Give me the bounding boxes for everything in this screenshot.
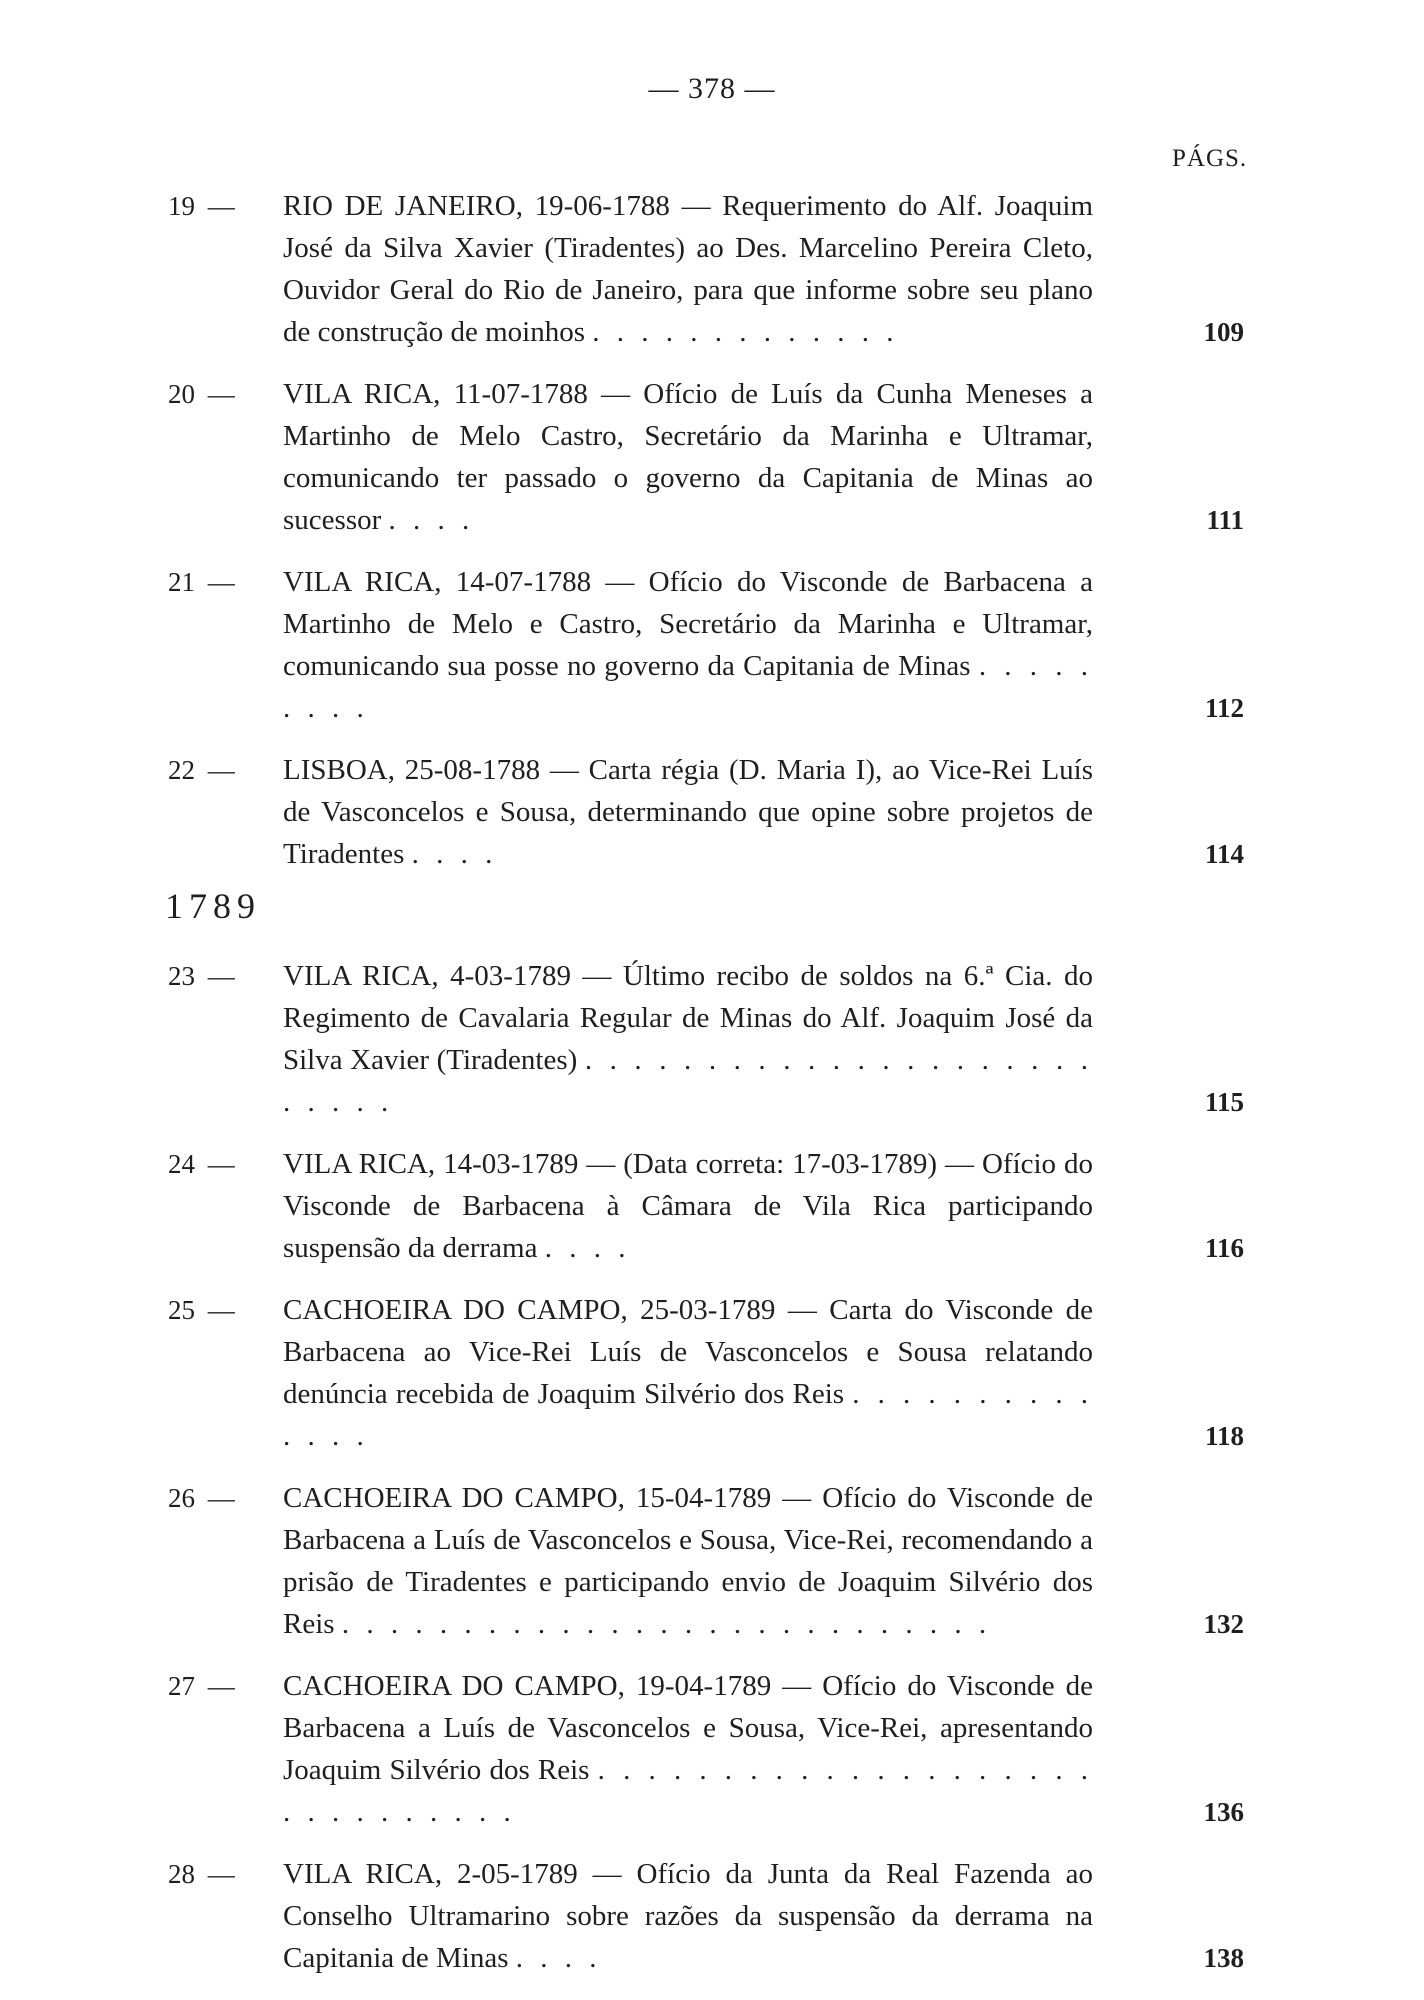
entry-number: 28 xyxy=(168,1859,195,1889)
entries-1788 xyxy=(0,185,1424,895)
index-entry: 27 — CACHOEIRA DO CAMPO, 19-04-1789 — Ofício do Visconde de Barbacena a Luís de Vasconcelos e Sousa, Vice-Rei, apresentando Joaquim Silvério dos Reis . . . . . . . . . . . . . . . . . . . . . . . . . . . . . . 136 xyxy=(0,1665,1424,1833)
index-entry: 28 — VILA RICA, 2-05-1789 — Ofício da Junta da Real Fazenda ao Conselho Ultramarino sobre razões da suspensão da derrama na Capitania de Minas . . . . 138 xyxy=(0,1853,1424,1979)
entry-page-number: 115 xyxy=(1204,1087,1244,1117)
leader-dots: . . . . . . . . . . . . . . xyxy=(283,1378,1094,1452)
entry-page-number: 114 xyxy=(1204,839,1244,869)
entry-number: 26 xyxy=(168,1483,195,1513)
entry-number: 27 xyxy=(168,1671,195,1701)
entry-page-number: 136 xyxy=(1203,1797,1244,1827)
entry-page-number: 132 xyxy=(1203,1609,1244,1639)
page-number: — 378 — xyxy=(648,72,776,105)
pages-column-label: PÁGS. xyxy=(1172,145,1248,172)
entry-description: VILA RICA, 2-05-1789 — Ofício da Junta da Real Fazenda ao Conselho Ultramarino sobre razões da suspensão da derrama na Capitania de Minas xyxy=(283,1858,1093,1974)
index-entry: 26 — CACHOEIRA DO CAMPO, 15-04-1789 — Ofício do Visconde de Barbacena a Luís de Vasconcelos e Sousa, Vice-Rei, recomendando a prisão de Tiradentes e participando envio de Joaquim Silvério dos Reis . . . . . . . . . . . . . . . . . . . . . . . . . . . 132 xyxy=(0,1477,1424,1645)
entry-description: CACHOEIRA DO CAMPO, 15-04-1789 — Ofício do Visconde de Barbacena a Luís de Vasconcelos e Sousa, Vice-Rei, recomendando a prisão de Tiradentes e participando envio de Joaquim Silvério dos Reis xyxy=(283,1482,1093,1640)
leader-dots: . . . . xyxy=(544,1232,631,1264)
entry-number: 20 xyxy=(168,379,195,409)
index-entry: 24 — VILA RICA, 14-03-1789 — (Data correta: 17-03-1789) — Ofício do Visconde de Barbacena à Câmara de Vila Rica participando suspensão da derrama . . . . 116 xyxy=(0,1143,1424,1269)
entry-description: RIO DE JANEIRO, 19-06-1788 — Requerimento do Alf. Joaquim José da Silva Xavier (Tiradentes) ao Des. Marcelino Pereira Cleto, Ouvidor Geral do Rio de Janeiro, para que informe sobre seu plano de construção de moinhos xyxy=(283,190,1093,348)
entry-number: 19 xyxy=(168,191,195,221)
index-entry: 21 — VILA RICA, 14-07-1788 — Ofício do Visconde de Barbacena a Martinho de Melo e Castro, Secretário da Marinha e Ultramar, comunicando sua posse no governo da Capitania de Minas . . . . . . . . . 112 xyxy=(0,561,1424,729)
entry-description: VILA RICA, 11-07-1788 — Ofício de Luís da Cunha Meneses a Martinho de Melo Castro, Secretário da Marinha e Ultramar, comunicando ter passado o governo da Capitania de Minas ao sucessor xyxy=(283,378,1093,536)
leader-dots: . . . . . . . . . . . . . . . . . . . . . . . . . . xyxy=(283,1044,1094,1118)
entry-page-number: 138 xyxy=(1203,1943,1244,1973)
leader-dots: . . . . . . . . . . . . . . . . . . . . . . . . . . . . . . xyxy=(283,1754,1094,1828)
index-entry: 25 — CACHOEIRA DO CAMPO, 25-03-1789 — Carta do Visconde de Barbacena ao Vice-Rei Luís de Vasconcelos e Sousa relatando denúncia recebida de Joaquim Silvério dos Reis . . . . . . . . . . . . . . 118 xyxy=(0,1289,1424,1457)
entry-number: 23 xyxy=(168,961,195,991)
leader-dots: . . . . . . . . . . . . . xyxy=(592,316,899,348)
entry-number: 24 xyxy=(168,1149,195,1179)
index-entry: 22 — LISBOA, 25-08-1788 — Carta régia (D. Maria I), ao Vice-Rei Luís de Vasconcelos e Sousa, determinando que opine sobre projetos de Tiradentes . . . . 114 xyxy=(0,749,1424,875)
index-entry: 19 — RIO DE JANEIRO, 19-06-1788 — Requerimento do Alf. Joaquim José da Silva Xavier (Tiradentes) ao Des. Marcelino Pereira Cleto, Ouvidor Geral do Rio de Janeiro, para que informe sobre seu plano de construção de moinhos . . . . . . . . . . . . . 109 xyxy=(0,185,1424,353)
entries-1789 xyxy=(0,955,1424,1999)
entry-number: 22 xyxy=(168,755,195,785)
entry-description: VILA RICA, 14-07-1788 — Ofício do Visconde de Barbacena a Martinho de Melo e Castro, Secretário da Marinha e Ultramar, comunicando sua posse no governo da Capitania de Minas xyxy=(283,566,1093,682)
entry-number: 25 xyxy=(168,1295,195,1325)
entry-description: CACHOEIRA DO CAMPO, 25-03-1789 — Carta do Visconde de Barbacena ao Vice-Rei Luís de Vasconcelos e Sousa relatando denúncia recebida de Joaquim Silvério dos Reis xyxy=(283,1294,1093,1410)
entry-number: 21 xyxy=(168,567,195,597)
year-heading: 1789 xyxy=(165,886,261,926)
entry-page-number: 111 xyxy=(1206,505,1244,535)
leader-dots: . . . . . . . . . . . . . . . . . . . . . . . . . . . xyxy=(341,1608,992,1640)
leader-dots: . . . . xyxy=(411,838,498,870)
index-entry: 20 — VILA RICA, 11-07-1788 — Ofício de Luís da Cunha Meneses a Martinho de Melo Castro, Secretário da Marinha e Ultramar, comunicando ter passado o governo da Capitania de Minas ao sucessor . . . . 111 xyxy=(0,373,1424,541)
index-entry: 23 — VILA RICA, 4-03-1789 — Último recibo de soldos na 6.ª Cia. do Regimento de Cavalaria Regular de Minas do Alf. Joaquim José da Silva Xavier (Tiradentes) . . . . . . . . . . . . . . . . . . . . . . . . . . 115 xyxy=(0,955,1424,1123)
entry-description: VILA RICA, 14-03-1789 — (Data correta: 17-03-1789) — Ofício do Visconde de Barbacena à Câmara de Vila Rica participando suspensão da derrama xyxy=(283,1148,1093,1264)
entry-page-number: 118 xyxy=(1204,1421,1244,1451)
entry-page-number: 116 xyxy=(1204,1233,1244,1263)
entry-description: CACHOEIRA DO CAMPO, 19-04-1789 — Ofício do Visconde de Barbacena a Luís de Vasconcelos e Sousa, Vice-Rei, apresentando Joaquim Silvério dos Reis xyxy=(283,1670,1093,1786)
leader-dots: . . . . xyxy=(388,504,475,536)
entry-description: LISBOA, 25-08-1788 — Carta régia (D. Maria I), ao Vice-Rei Luís de Vasconcelos e Sousa, determinando que opine sobre projetos de Tiradentes xyxy=(283,754,1093,870)
entry-description: VILA RICA, 4-03-1789 — Último recibo de soldos na 6.ª Cia. do Regimento de Cavalaria Regular de Minas do Alf. Joaquim José da Silva Xavier (Tiradentes) xyxy=(283,960,1093,1076)
entry-page-number: 112 xyxy=(1204,693,1244,723)
leader-dots: . . . . xyxy=(515,1942,602,1974)
leader-dots: . . . . . . . . . xyxy=(283,650,1094,724)
entry-page-number: 109 xyxy=(1203,317,1244,347)
